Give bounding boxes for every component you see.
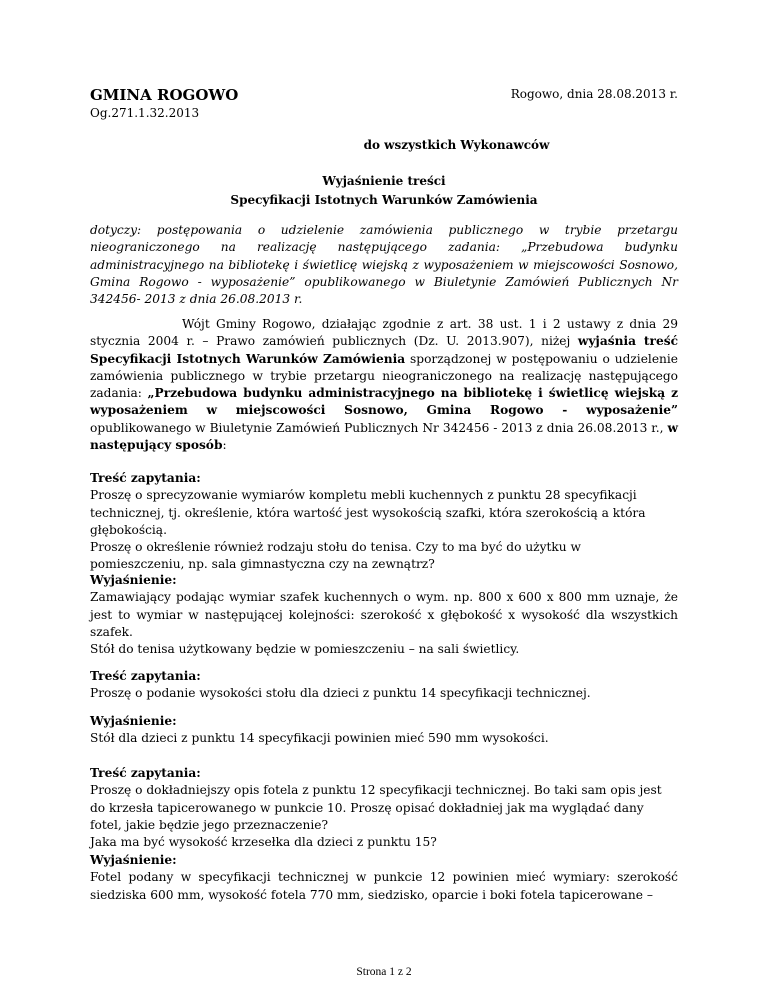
intro-text-2: sporządzonej w postępowaniu o udzielenie zamówienia publicznego w trybie przetargu nieograniczonego na realizację następującego zadania: xyxy=(90,351,678,401)
answer-block-3 xyxy=(90,852,678,904)
question-block-3 xyxy=(90,765,678,851)
subject-paragraph: dotyczy: postępowania o udzielenie zamówienia publicznego w trybie przetargu nieograniczonego na realizację następującego zadania: „Przebudowa budynku administracyjnego na bibliotekę i świetlicę wiejską z wyposażeniem w miejscowości Sosnowo, Gmina Rogowo - wyposażenie” opublikowanego w Biuletynie Zamówień Publicznych Nr 342456- 2013 z dnia 26.08.2013 r. xyxy=(90,223,678,307)
title-line-1: Wyjaśnienie treści xyxy=(322,174,446,188)
answer-label: Wyjaśnienie: xyxy=(90,714,177,728)
intro-bold-3: w następujący sposób xyxy=(90,420,678,453)
intro-bold-1: wyjaśnia treść Specyfikacji Istotnych Warunków Zamówienia xyxy=(90,334,679,366)
intro-text-4: : xyxy=(222,438,227,453)
intro-bold-2: „Przebudowa budynku administracyjnego na bibliotekę i świetlicę wiejską z wyposażeniem w miejscowości Sosnowo, Gmina Rogowo - wyposażenie” xyxy=(90,386,679,418)
answer-text: Zamawiający podając wymiar szafek kuchennych o wym. np. 800 x 600 x 800 mm uznaje, że jest to wymiar w następującej kolejności: szerokość x głębokość x wysokość dla wszystkich szafek. xyxy=(90,590,678,639)
answer-label: Wyjaśnienie: xyxy=(90,853,177,867)
organization-name: GMINA ROGOWO xyxy=(90,86,239,104)
answer-text: Fotel podany w specyfikacji technicznej w punkcie 12 powinien mieć wymiary: szerokość siedziska 600 mm, wysokość fotela 770 mm, siedzisko, oparcie i boki fotela tapicerowane – xyxy=(90,870,678,902)
question-label: Treść zapytania: xyxy=(90,766,201,780)
title-line-2: Specyfikacji Istotnych Warunków Zamówienia xyxy=(230,193,538,207)
document-title xyxy=(90,172,678,210)
place-and-date: Rogowo, dnia 28.08.2013 r. xyxy=(510,87,678,101)
intro-text-1: Wójt Gminy Rogowo, działając zgodnie z art. 38 ust. 1 i 2 ustawy z dnia 29 stycznia 2004 r. – Prawo zamówień publicznych (Dz. U. 2013.907), niżej xyxy=(90,317,678,349)
intro-paragraph xyxy=(90,316,678,454)
question-block-1 xyxy=(90,470,678,574)
question-text: Proszę o podanie wysokości stołu dla dzieci z punktu 14 specyfikacji technicznej. xyxy=(90,686,591,701)
question-label: Treść zapytania: xyxy=(90,669,201,683)
question-block-2 xyxy=(90,668,678,703)
intro-text-3: opublikowanego w Biuletynie Zamówień Publicznych Nr 342456 - 2013 z dnia 26.08.2013 r., xyxy=(90,420,668,435)
question-text: Proszę o sprecyzowanie wymiarów kompletu mebli kuchennych z punktu 28 specyfikacji technicznej, tj. określenie, która wartość jest wysokością szafki, która szerokością a która głębokością. xyxy=(90,488,646,537)
answer-block-2 xyxy=(90,713,678,748)
question-text: Proszę o określenie również rodzaju stołu do tenisa. Czy to ma być do użytku w pomieszczeniu, np. sala gimnastyczna czy na zewnątrz? xyxy=(90,540,581,572)
question-text: Jaka ma być wysokość krzesełka dla dzieci z punktu 15? xyxy=(90,835,437,850)
recipient-line: do wszystkich Wykonawców xyxy=(363,138,550,152)
answer-block-1 xyxy=(90,572,678,658)
page-number: Strona 1 z 2 xyxy=(356,966,412,978)
answer-label: Wyjaśnienie: xyxy=(90,573,177,587)
question-label: Treść zapytania: xyxy=(90,471,201,485)
question-text: Proszę o dokładniejszy opis fotela z punktu 12 specyfikacji technicznej. Bo taki sam opis jest do krzesła tapicerowanego w punkcie 10. Proszę opisać dokładniej jak ma wyglądać dany fotel, jakie będzie jego przeznaczenie? xyxy=(90,783,662,832)
answer-text: Stół dla dzieci z punktu 14 specyfikacji powinien mieć 590 mm wysokości. xyxy=(90,731,549,746)
reference-number: Og.271.1.32.2013 xyxy=(90,106,200,120)
answer-text: Stół do tenisa użytkowany będzie w pomieszczeniu – na sali świetlicy. xyxy=(90,642,520,657)
